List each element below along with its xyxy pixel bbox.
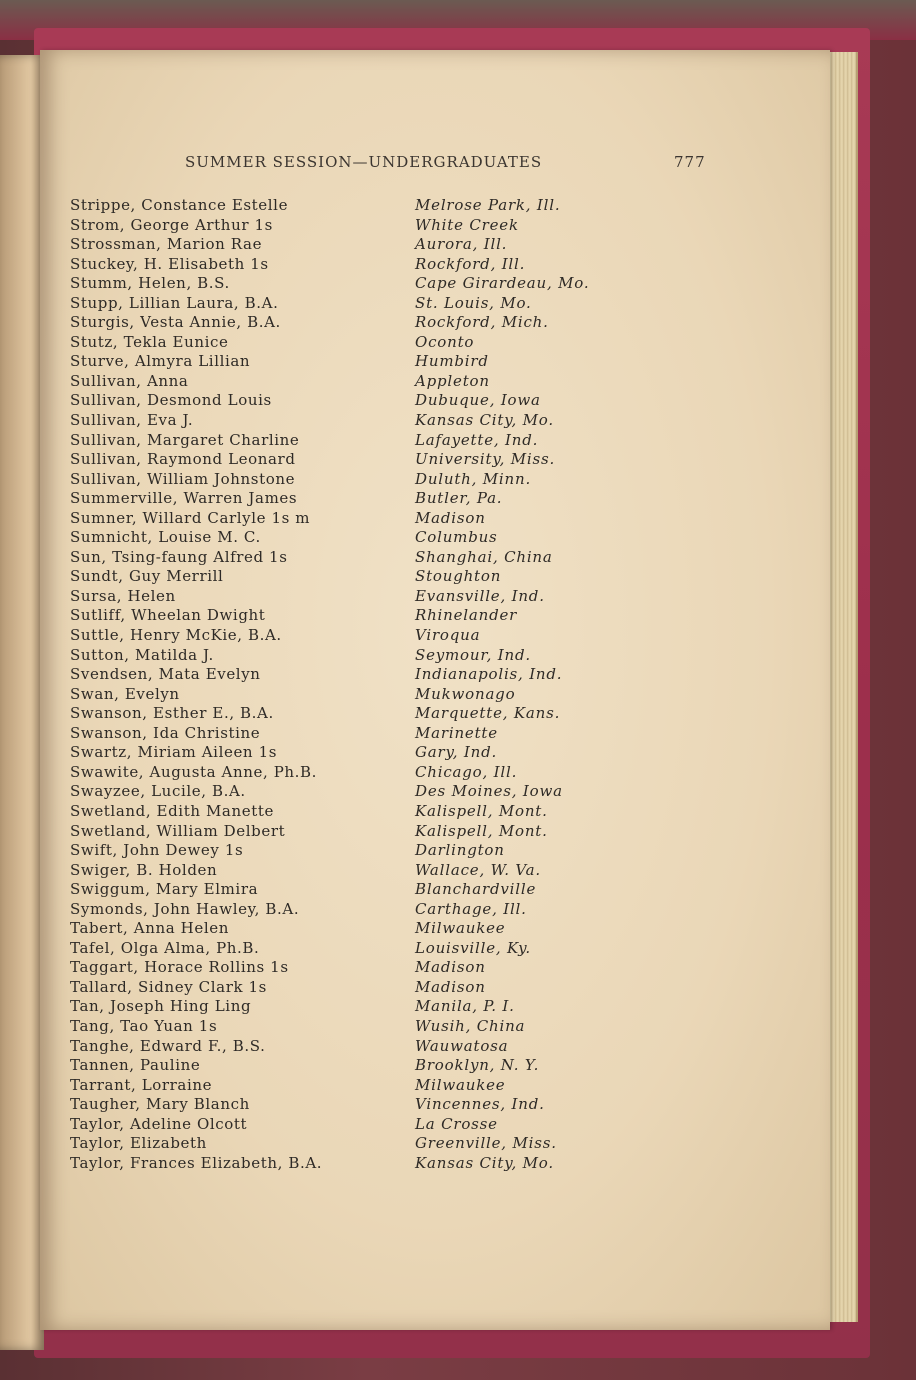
student-hometown: Butler, Pa.: [415, 489, 503, 508]
student-name: Suttle, Henry McKie, B.A.: [70, 626, 282, 645]
student-name: Taylor, Adeline Olcott: [70, 1114, 248, 1133]
student-hometown: Kalispell, Mont.: [415, 801, 548, 820]
student-name: Strippe, Constance Estelle: [70, 196, 289, 214]
student-hometown: Kansas City, Mo.: [415, 411, 554, 430]
student-hometown: Cape Girardeau, Mo.: [415, 274, 590, 293]
student-name: Swiger, B. Holden: [70, 860, 218, 879]
student-name: Stupp, Lillian Laura, B.A.: [70, 293, 279, 312]
student-name: Taugher, Mary Blanch: [70, 1095, 250, 1114]
student-hometown: Humbird: [415, 352, 489, 371]
student-name: Svendsen, Mata Evelyn: [70, 665, 261, 684]
list-item: [66, 587, 626, 607]
list-item: [66, 822, 626, 842]
list-item: [66, 997, 626, 1017]
student-hometown: Dubuque, Iowa: [415, 391, 541, 410]
list-item: [66, 274, 626, 294]
student-hometown: Wauwatosa: [415, 1036, 509, 1055]
student-name: Sundt, Guy Merrill: [70, 567, 224, 586]
student-hometown: Kansas City, Mo.: [415, 1153, 554, 1172]
student-name: Strossman, Marion Rae: [70, 235, 263, 254]
list-item: [66, 196, 626, 216]
list-item: [66, 939, 626, 959]
student-hometown: Greenville, Miss.: [415, 1134, 557, 1153]
list-item: [66, 509, 626, 529]
student-hometown: Appleton: [415, 371, 490, 390]
list-item: [66, 1154, 626, 1174]
student-hometown: Seymour, Ind.: [415, 645, 531, 664]
student-hometown: Stoughton: [415, 567, 502, 586]
list-item: [66, 333, 626, 353]
student-name: Sullivan, Anna: [70, 371, 189, 390]
student-name: Strom, George Arthur 1s: [70, 215, 273, 234]
student-hometown: Lafayette, Ind.: [415, 430, 539, 449]
student-hometown: Louisville, Ky.: [415, 938, 531, 957]
list-item: [66, 841, 626, 861]
list-item: [66, 978, 626, 998]
student-hometown: Madison: [415, 958, 486, 977]
list-item: [66, 528, 626, 548]
student-hometown: Mukwonago: [415, 684, 516, 703]
student-hometown: Evansville, Ind.: [415, 586, 545, 605]
list-item: [66, 1095, 626, 1115]
list-item: [66, 704, 626, 724]
student-name: Swetland, William Delbert: [70, 821, 286, 840]
student-name: Sturgis, Vesta Annie, B.A.: [70, 313, 281, 332]
list-item: [66, 1017, 626, 1037]
list-item: [66, 1134, 626, 1154]
student-hometown: Kalispell, Mont.: [415, 821, 548, 840]
student-hometown: Gary, Ind.: [415, 743, 498, 762]
student-hometown: Melrose Park, Ill.: [415, 196, 561, 214]
student-name: Swan, Evelyn: [70, 684, 180, 703]
list-item: [66, 431, 626, 451]
student-name: Sullivan, Eva J.: [70, 411, 194, 430]
student-hometown: Columbus: [415, 528, 498, 547]
list-item: [66, 880, 626, 900]
page-number: 777: [674, 153, 706, 171]
student-name: Taylor, Elizabeth: [70, 1134, 207, 1153]
student-name: Tannen, Pauline: [70, 1056, 201, 1075]
running-header: [185, 153, 705, 175]
list-item: [66, 567, 626, 587]
student-name: Tanghe, Edward F., B.S.: [70, 1036, 266, 1055]
list-item: [66, 763, 626, 783]
student-hometown: Shanghai, China: [415, 547, 553, 566]
student-hometown: Rockford, Ill.: [415, 254, 526, 273]
list-item: [66, 802, 626, 822]
student-list: [66, 196, 626, 1173]
student-name: Tafel, Olga Alma, Ph.B.: [70, 938, 260, 957]
list-item: [66, 235, 626, 255]
facing-page-edge: [0, 55, 44, 1350]
list-item: [66, 1056, 626, 1076]
list-item: [66, 548, 626, 568]
student-name: Swiggum, Mary Elmira: [70, 880, 259, 899]
list-item: [66, 391, 626, 411]
student-hometown: University, Miss.: [415, 450, 556, 469]
list-item: [66, 861, 626, 881]
student-name: Swetland, Edith Manette: [70, 801, 274, 820]
student-name: Sturve, Almyra Lillian: [70, 352, 251, 371]
student-hometown: Marquette, Kans.: [415, 704, 561, 723]
list-item: [66, 216, 626, 236]
student-hometown: Vincennes, Ind.: [415, 1095, 545, 1114]
student-name: Swanson, Esther E., B.A.: [70, 704, 274, 723]
student-hometown: Marinette: [415, 723, 498, 742]
student-hometown: Madison: [415, 508, 486, 527]
student-hometown: Carthage, Ill.: [415, 899, 527, 918]
list-item: [66, 782, 626, 802]
student-name: Sutton, Matilda J.: [70, 645, 214, 664]
student-hometown: Duluth, Minn.: [415, 469, 532, 488]
student-name: Sun, Tsing-faung Alfred 1s: [70, 547, 288, 566]
student-name: Tallard, Sidney Clark 1s: [70, 977, 267, 996]
student-hometown: St. Louis, Mo.: [415, 293, 532, 312]
student-name: Sutliff, Wheelan Dwight: [70, 606, 266, 625]
student-hometown: Milwaukee: [415, 1075, 506, 1094]
student-name: Stumm, Helen, B.S.: [70, 274, 230, 293]
list-item: [66, 724, 626, 744]
list-item: [66, 1037, 626, 1057]
list-item: [66, 958, 626, 978]
list-item: [66, 900, 626, 920]
list-item: [66, 646, 626, 666]
student-name: Swanson, Ida Christine: [70, 723, 261, 742]
student-name: Sumnicht, Louise M. C.: [70, 528, 261, 547]
list-item: [66, 352, 626, 372]
list-item: [66, 606, 626, 626]
list-item: [66, 470, 626, 490]
list-item: [66, 1115, 626, 1135]
list-item: [66, 372, 626, 392]
student-hometown: Des Moines, Iowa: [415, 782, 563, 801]
student-hometown: Manila, P. I.: [415, 997, 515, 1016]
student-name: Swayzee, Lucile, B.A.: [70, 782, 246, 801]
student-name: Summerville, Warren James: [70, 489, 298, 508]
list-item: [66, 450, 626, 470]
student-hometown: Wusih, China: [415, 1016, 526, 1035]
list-item: [66, 685, 626, 705]
running-title: SUMMER SESSION—UNDERGRADUATES: [185, 153, 543, 171]
student-hometown: Indianapolis, Ind.: [415, 665, 563, 684]
student-name: Sullivan, Raymond Leonard: [70, 450, 296, 469]
student-name: Sursa, Helen: [70, 586, 176, 605]
student-hometown: Blanchardville: [415, 880, 537, 899]
student-hometown: La Crosse: [415, 1114, 498, 1133]
student-name: Sumner, Willard Carlyle 1s m: [70, 508, 311, 527]
student-hometown: Aurora, Ill.: [415, 235, 508, 254]
list-item: [66, 919, 626, 939]
student-name: Tang, Tao Yuan 1s: [70, 1016, 218, 1035]
list-item: [66, 489, 626, 509]
student-name: Stuckey, H. Elisabeth 1s: [70, 254, 269, 273]
student-name: Sullivan, Desmond Louis: [70, 391, 272, 410]
student-hometown: Chicago, Ill.: [415, 762, 518, 781]
student-name: Swawite, Augusta Anne, Ph.B.: [70, 762, 318, 781]
student-hometown: Rockford, Mich.: [415, 313, 549, 332]
list-item: [66, 1076, 626, 1096]
list-item: [66, 626, 626, 646]
student-hometown: Madison: [415, 977, 486, 996]
list-item: [66, 411, 626, 431]
list-item: [66, 665, 626, 685]
list-item: [66, 294, 626, 314]
student-hometown: Wallace, W. Va.: [415, 860, 541, 879]
list-item: [66, 743, 626, 763]
student-name: Sullivan, Margaret Charline: [70, 430, 300, 449]
list-item: [66, 313, 626, 333]
student-name: Taggart, Horace Rollins 1s: [70, 958, 289, 977]
student-name: Sullivan, William Johnstone: [70, 469, 296, 488]
student-hometown: Darlington: [415, 841, 505, 860]
student-hometown: White Creek: [415, 215, 519, 234]
student-hometown: Brooklyn, N. Y.: [415, 1056, 540, 1075]
student-hometown: Milwaukee: [415, 919, 506, 938]
student-name: Taylor, Frances Elizabeth, B.A.: [70, 1153, 323, 1172]
student-name: Tabert, Anna Helen: [70, 919, 229, 938]
list-item: [66, 255, 626, 275]
student-name: Stutz, Tekla Eunice: [70, 332, 229, 351]
student-name: Tarrant, Lorraine: [70, 1075, 213, 1094]
student-name: Symonds, John Hawley, B.A.: [70, 899, 300, 918]
student-hometown: Viroqua: [415, 626, 481, 645]
student-name: Swift, John Dewey 1s: [70, 841, 244, 860]
student-hometown: Rhinelander: [415, 606, 518, 625]
student-hometown: Oconto: [415, 332, 475, 351]
student-name: Swartz, Miriam Aileen 1s: [70, 743, 278, 762]
student-name: Tan, Joseph Hing Ling: [70, 997, 252, 1016]
